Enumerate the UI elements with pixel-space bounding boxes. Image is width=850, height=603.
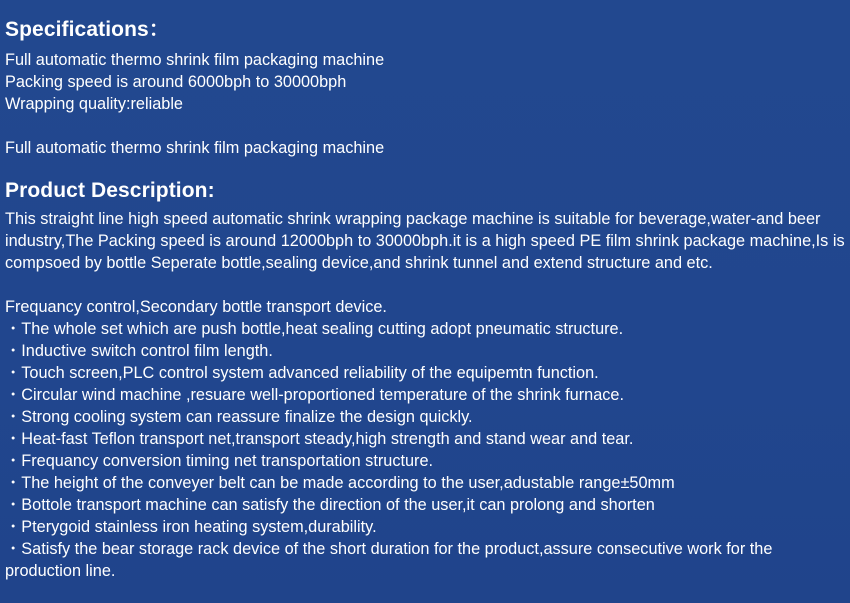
feature-item: Frequancy control,Secondary bottle transport device.: [5, 298, 387, 316]
feature-list: [5, 296, 847, 582]
feature-item: production line.: [5, 562, 116, 580]
feature-item: ・Touch screen,PLC control system advanced reliability of the equipemtn function.: [5, 364, 599, 382]
specification-line: Packing speed is around 6000bph to 30000bph: [5, 73, 347, 91]
product-description-paragraph: This straight line high speed automatic shrink wrapping package machine is suitable for beverage,water-and beer industry,The Packing speed is around 12000bph to 30000bph.it is a high speed PE film shrink package machine,Is is compsoed by bottle Seperate bottle,sealing device,and shrink tunnel and extend structure and etc.: [5, 210, 845, 272]
specifications-list: [5, 49, 847, 115]
feature-item: ・Inductive switch control film length.: [5, 342, 273, 360]
feature-item: ・The whole set which are push bottle,heat sealing cutting adopt pneumatic structure.: [5, 320, 624, 338]
feature-item: ・Pterygoid stainless iron heating system,durability.: [5, 518, 377, 536]
specification-line: Wrapping quality:reliable: [5, 95, 183, 113]
specifications-heading: Specifications：: [5, 18, 170, 41]
feature-item: ・Circular wind machine ,resuare well-proportioned temperature of the shrink furnace.: [5, 386, 624, 404]
feature-item: ・Strong cooling system can reassure finalize the design quickly.: [5, 408, 473, 426]
feature-item: ・Frequancy conversion timing net transportation structure.: [5, 452, 434, 470]
specification-extra-line: Full automatic thermo shrink film packaging machine: [5, 139, 385, 157]
specification-line: Full automatic thermo shrink film packaging machine: [5, 51, 385, 69]
feature-item: ・Heat-fast Teflon transport net,transport steady,high strength and stand wear and tear.: [5, 430, 634, 448]
feature-item: ・The height of the conveyer belt can be made according to the user,adustable range±50mm: [5, 474, 675, 492]
feature-item: ・Bottole transport machine can satisfy the direction of the user,it can prolong and shorten: [5, 496, 655, 514]
product-description-heading: Product Description:: [5, 179, 215, 202]
feature-item: ・Satisfy the bear storage rack device of the short duration for the product,assure consecutive work for the: [5, 540, 773, 558]
